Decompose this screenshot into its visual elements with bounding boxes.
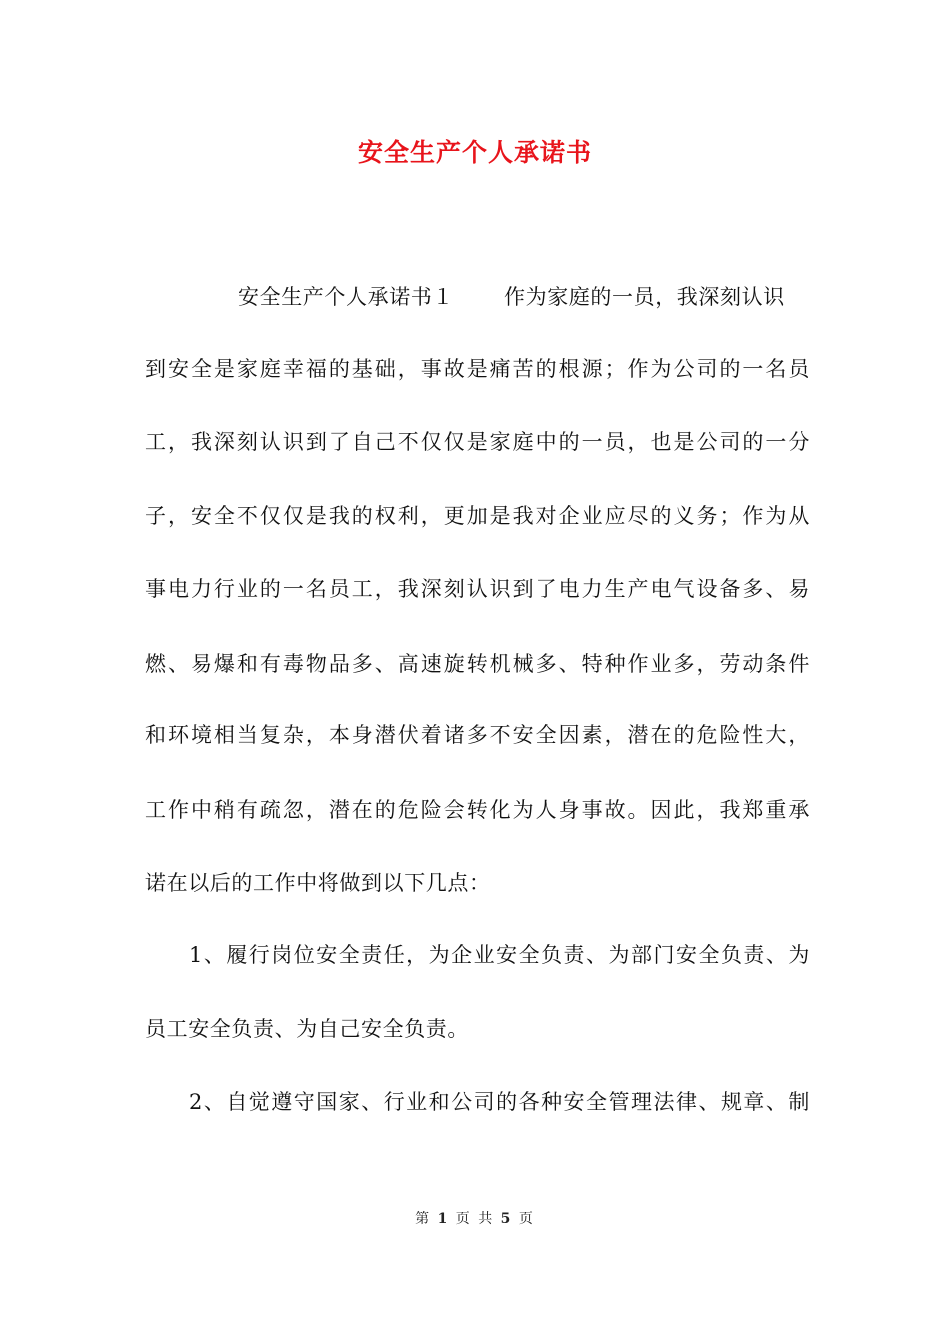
current-page-number: 1 — [437, 1211, 450, 1227]
line-text: 作为家庭的一员，我深刻认识 — [504, 285, 785, 309]
list-item-1-line-1: 1、履行岗位安全责任，为企业安全负责、为部门安全负责、为 — [189, 943, 810, 967]
footer-label-1: 第 — [415, 1211, 432, 1227]
footer-label-3: 页 — [518, 1211, 535, 1227]
paragraph-line-3: 工，我深刻认识到了自己不仅仅是家庭中的一员，也是公司的一分 — [145, 430, 810, 454]
paragraph-line-9: 诺在以后的工作中将做到以下几点： — [145, 871, 491, 895]
page-footer — [0, 1208, 950, 1228]
total-pages-number: 5 — [500, 1211, 513, 1227]
footer-label-2: 页 共 — [455, 1211, 495, 1227]
list-item-1-line-2: 员工安全负责、为自己安全负责。 — [145, 1017, 469, 1041]
paragraph-line-2: 到安全是家庭幸福的基础，事故是痛苦的根源；作为公司的一名员 — [145, 357, 810, 381]
paragraph-line-4: 子，安全不仅仅是我的权利，更加是我对企业应尽的义务；作为从 — [145, 504, 810, 528]
inline-heading: 安全生产个人承诺书１ — [238, 285, 454, 309]
paragraph-line-7: 和环境相当复杂，本身潜伏着诸多不安全因素，潜在的危险性大， — [145, 723, 810, 747]
document-title: 安全生产个人承诺书 — [357, 138, 592, 167]
list-item-2-line-1: 2、自觉遵守国家、行业和公司的各种安全管理法律、规章、制 — [189, 1090, 810, 1114]
paragraph-line-1 — [145, 282, 810, 312]
paragraph-line-8: 工作中稍有疏忽，潜在的危险会转化为人身事故。因此，我郑重承 — [145, 798, 810, 822]
paragraph-line-6: 燃、易爆和有毒物品多、高速旋转机械多、特种作业多，劳动条件 — [145, 652, 810, 676]
paragraph-line-5: 事电力行业的一名员工，我深刻认识到了电力生产电气设备多、易 — [145, 577, 810, 601]
